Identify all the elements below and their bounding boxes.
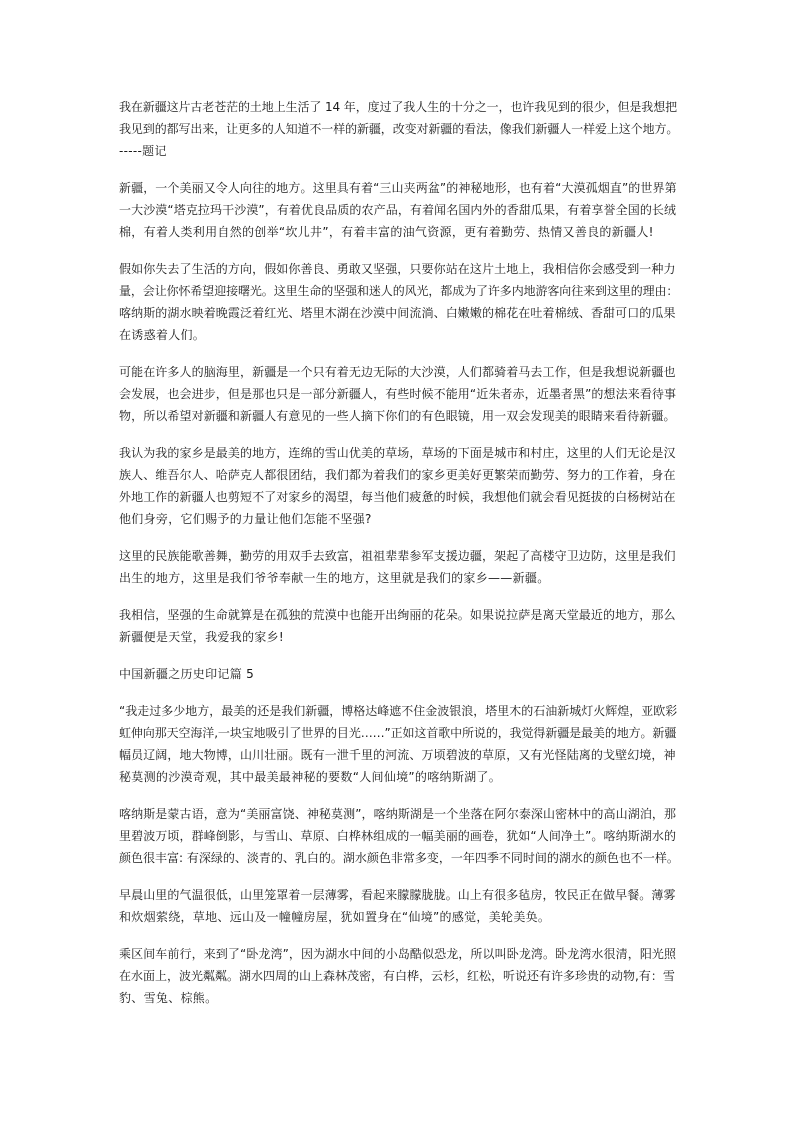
text-line: 我在新疆这片古老苍茫的土地上生活了 14 年，度过了我人生的十分之一，也许我见到的很少，但是我想把 [119,100,678,114]
text-line: 颜色很丰富: 有深绿的、淡青的、乳白的。湖水颜色非常多变，一年四季不同时间的湖水的颜色也不一样。 [119,851,679,865]
text-line: 这里的民族能歌善舞，勤劳的用双手去致富，祖祖辈辈参军支援边疆，架起了高楼守卫边防，这里是我们 [119,549,676,563]
text-line: “我走过多少地方，最美的还是我们新疆，博格达峰遮不住金波银浪，塔里木的石油新城灯火辉煌，亚欧彩 [119,704,678,718]
paragraph [119,545,679,589]
text-line: 乘区间车前行，来到了“卧龙湾”，因为湖水中间的小岛酷似恐龙，所以叫卧龙湾。卧龙湾水很清，阳光照 [119,947,677,961]
paragraph-inscription [119,96,679,162]
text-line: 早晨山里的气温很低，山里笼罩着一层薄雾，看起来朦朦胧胧。山上有很多毡房，牧民正在做早餐。薄雾 [119,888,676,902]
text-line: 一大沙漠“塔克拉玛干沙漠”，有着优良品质的农产品，有着闻名国内外的香甜瓜果，有着享誉全国的长绒 [119,203,677,217]
text-line: 量，会让你怀希望迎接曙光。这里生命的坚强和迷人的风光，都成为了许多内地游客向往来到这里的理由： [119,284,679,298]
paragraph [119,442,679,530]
text-line: 和炊烟萦绕，草地、远山及一幢幢房屋，犹如置身在“仙境”的感觉，美轮美奂。 [119,910,551,924]
text-line: -----题记 [119,144,167,158]
text-line: 族人、维吾尔人、哈萨克人都很团结，我们都为着我们的家乡更美好更繁荣而勤劳、努力的工作着，身在 [119,468,676,482]
paragraph [119,884,679,928]
text-line: 会发展，也会进步，但是那也只是一部分新疆人，有些时候不能用“近朱者赤，近墨者黑”的想法来看待事 [119,387,677,401]
text-line: 外地工作的新疆人也剪短不了对家乡的渴望，每当他们疲惫的时候，我想他们就会看见挺拔的白杨树站在 [119,490,676,504]
section-title: 中国新疆之历史印记篇 5 [119,667,255,681]
paragraph [119,258,679,346]
text-line: 出生的地方，这里是我们爷爷奉献一生的地方，这里就是我们的家乡——新疆。 [119,571,550,585]
text-line: 里碧波万顷，群峰倒影，与雪山、草原、白桦林组成的一幅美丽的画卷，犹如“人间净土”。喀纳斯湖水的 [119,829,677,843]
text-line: 喀纳斯是蒙古语，意为“美丽富饶、神秘莫测”，喀纳斯湖是一个坐落在阿尔泰深山密林中的高山湖泊，那 [119,807,677,821]
paragraph [119,604,679,648]
text-line: 物，所以希望对新疆和新疆人有意见的一些人摘下你们的有色眼镜，用一双会发现美的眼睛来看待新疆。 [119,409,676,423]
text-line: 在诱惑着人们。 [119,328,206,342]
paragraph [119,361,679,427]
paragraph [119,177,679,243]
text-line: 我认为我的家乡是最美的地方，连绵的雪山优美的草场，草场的下面是城市和村庄，这里的人们无论是汉 [119,446,676,460]
text-line: 我见到的都写出来，让更多的人知道不一样的新疆，改变对新疆的看法，像我们新疆人一样爱上这个地方。 [119,122,679,136]
paragraph [119,943,679,1009]
text-line: 虹伸向那天空海洋,一块宝地吸引了世界的目光……”正如这首歌中所说的，我觉得新疆是最美的地方。新疆 [119,726,677,740]
text-line: 可能在许多人的脑海里，新疆是一个只有着无边无际的大沙漠，人们都骑着马去工作，但是我想说新疆也 [119,365,676,379]
text-line: 喀纳斯的湖水映着晚霞泛着红光、塔里木湖在沙漠中间流淌、白嫩嫩的棉花在吐着棉绒、香甜可口的瓜果 [119,306,676,320]
text-line: 幅员辽阔，地大物博，山川壮丽。既有一泄千里的河流、万顷碧波的草原，又有光怪陆离的戈壁幻境，神 [119,748,676,762]
document-body [119,96,679,1024]
text-line: 新疆便是天堂，我爱我的家乡! [119,630,285,644]
paragraph [119,700,679,788]
paragraph [119,803,679,869]
text-line: 假如你失去了生活的方向，假如你善良、勇敢又坚强，只要你站在这片土地上，我相信你会感受到一种力 [119,262,676,276]
text-line: 新疆，一个美丽又令人向往的地方。这里具有着“三山夹两盆”的神秘地形，也有着“大漠孤烟直”的世界第 [119,181,677,195]
text-line: 棉，有着人类利用自然的创举“坎儿井”，有着丰富的油气资源，更有着勤劳、热情又善良的新疆人! [119,225,654,239]
text-line: 他们身旁，它们赐予的力量让他们怎能不坚强? [119,512,372,526]
text-line: 秘莫测的沙漠奇观，其中最美最神秘的要数“人间仙境”的喀纳斯湖了。 [119,770,502,784]
text-line: 我相信，坚强的生命就算是在孤独的荒漠中也能开出绚丽的花朵。如果说拉萨是离天堂最近的地方，那么 [119,608,676,622]
text-line: 在水面上，波光粼粼。湖水四周的山上森林茂密，有白桦，云杉，红松，听说还有许多珍贵的动物,有：雪 [119,969,675,983]
text-line: 豹、雪兔、棕熊。 [119,991,218,1005]
